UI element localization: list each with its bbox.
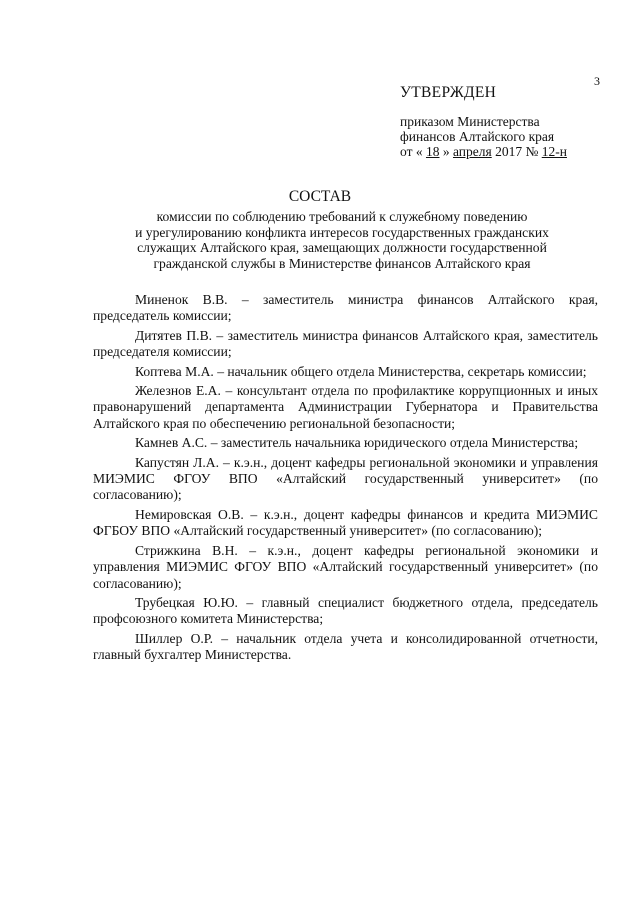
member-entry: Капустян Л.А. – к.э.н., доцент кафедры региональной экономики и управления МИЭМИС ФГОУ ВПО «Алтайский государственный университет» (по согласованию); — [93, 454, 598, 503]
approval-title: УТВЕРЖДЕН — [400, 84, 497, 101]
commission-members-list — [93, 292, 598, 667]
date-month: апреля — [452, 144, 492, 159]
approval-block — [400, 84, 625, 159]
approval-date-line — [400, 144, 625, 159]
order-number: 12-н — [541, 144, 567, 159]
document-title: СОСТАВ — [288, 188, 352, 205]
member-entry: Миненок В.В. – заместитель министра финансов Алтайского края, председатель комиссии; — [93, 292, 598, 324]
subtitle-line: служащих Алтайского края, замещающих должности государственной — [137, 240, 547, 256]
subtitle-line: и урегулированию конфликта интересов государственных гражданских — [135, 224, 549, 240]
subtitle-line: комиссии по соблюдению требований к служебному поведению — [156, 209, 528, 224]
date-mid: » — [439, 144, 453, 159]
member-entry: Шиллер О.Р. – начальник отдела учета и консолидированной отчетности, главный бухгалтер Министерства. — [93, 630, 598, 663]
page-number: 3 — [594, 74, 600, 88]
approval-ministry-line: финансов Алтайского края — [400, 129, 555, 144]
date-year: 2017 № — [491, 144, 542, 159]
document-subtitle — [92, 209, 592, 272]
member-entry: Коптева М.А. – начальник общего отдела Министерства, секретарь комиссии; — [135, 363, 587, 379]
member-entry: Немировская О.В. – к.э.н., доцент кафедры финансов и кредита МИЭМИС ФГБОУ ВПО «Алтайский государственный университет» (по согласованию); — [93, 506, 598, 539]
date-prefix: от « — [400, 144, 426, 159]
member-entry: Камнев А.С. – заместитель начальника юридического отдела Министерства; — [135, 435, 579, 451]
date-day: 18 — [425, 144, 440, 159]
member-entry: Дитятев П.В. – заместитель министра финансов Алтайского края, заместитель председателя комиссии; — [93, 327, 598, 360]
member-entry: Стрижкина В.Н. – к.э.н., доцент кафедры региональной экономики и управления МИЭМИС ФГОУ ВПО «Алтайский государственный университет» (по согласованию); — [93, 542, 598, 591]
subtitle-line: гражданской службы в Министерстве финансов Алтайского края — [153, 256, 531, 272]
member-entry: Железнов Е.А. – консультант отдела по профилактике коррупционных и иных правонарушений департамента Администрации Губернатора и Правительства Алтайского края по обеспечению региональной безопасности; — [93, 383, 598, 431]
member-entry: Трубецкая Ю.Ю. – главный специалист бюджетного отдела, председатель профсоюзного комитета Министерства; — [93, 594, 598, 627]
approval-order-line: приказом Министерства — [400, 114, 540, 129]
